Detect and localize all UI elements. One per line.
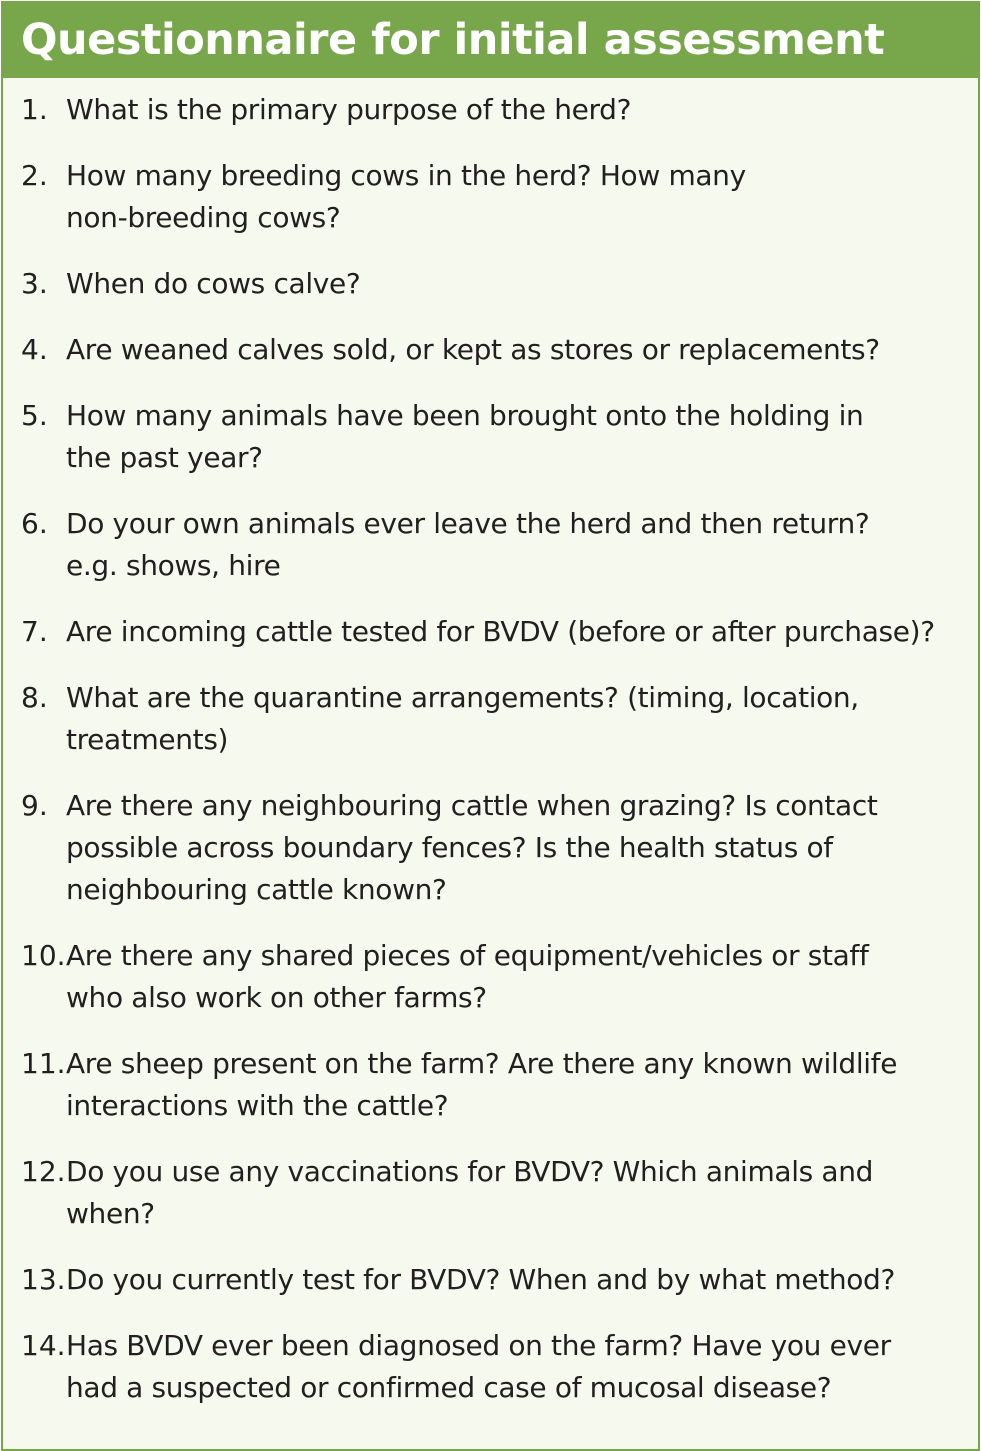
question-text xyxy=(66,155,956,239)
question-text xyxy=(66,935,956,1019)
question-text xyxy=(66,329,956,371)
question-number: 3. xyxy=(21,267,48,300)
question-text xyxy=(66,1151,956,1235)
question-text xyxy=(66,89,956,131)
question-number: 6. xyxy=(21,507,48,540)
question-text-line: Do you currently test for BVDV? When and by what method? xyxy=(66,1263,895,1296)
question-text-line: when? xyxy=(66,1197,155,1230)
question-number: 4. xyxy=(21,333,48,366)
question-text-line: who also work on other farms? xyxy=(66,981,487,1014)
question-text xyxy=(66,1259,956,1301)
question-number: 14. xyxy=(21,1329,66,1362)
question-text-line: Are incoming cattle tested for BVDV (before or after purchase)? xyxy=(66,615,935,648)
question-number: 1. xyxy=(21,93,48,126)
question-text-line: Are weaned calves sold, or kept as stores or replacements? xyxy=(66,333,880,366)
question-number: 8. xyxy=(21,681,48,714)
question-text-line: treatments) xyxy=(66,723,229,756)
question-text xyxy=(66,1325,956,1409)
question-text xyxy=(66,677,956,761)
question-text-line: Do your own animals ever leave the herd and then return? xyxy=(66,507,870,540)
question-text-line: e.g. shows, hire xyxy=(66,549,281,582)
question-number: 7. xyxy=(21,615,48,648)
question-number: 10. xyxy=(21,939,66,972)
question-text-line: Has BVDV ever been diagnosed on the farm? Have you ever xyxy=(66,1329,891,1362)
question-text xyxy=(66,785,956,911)
question-text xyxy=(66,503,956,587)
question-number: 9. xyxy=(21,789,48,822)
question-text-line: interactions with the cattle? xyxy=(66,1089,449,1122)
question-number: 13. xyxy=(21,1263,66,1296)
question-text-line: What are the quarantine arrangements? (timing, location, xyxy=(66,681,859,714)
question-text-line: How many breeding cows in the herd? How many xyxy=(66,159,746,192)
question-text xyxy=(66,395,956,479)
question-text-line: When do cows calve? xyxy=(66,267,361,300)
question-text-line: non-breeding cows? xyxy=(66,201,341,234)
question-number: 11. xyxy=(21,1047,66,1080)
question-text-line: Are there any neighbouring cattle when grazing? Is contact xyxy=(66,789,878,822)
page-title: Questionnaire for initial assessment xyxy=(3,3,978,78)
question-text-line: How many animals have been brought onto the holding in xyxy=(66,399,864,432)
question-text-line: What is the primary purpose of the herd? xyxy=(66,93,632,126)
question-text-line: Are there any shared pieces of equipment/vehicles or staff xyxy=(66,939,869,972)
questionnaire-panel xyxy=(1,1,980,1451)
question-text xyxy=(66,1043,956,1127)
question-text xyxy=(66,611,956,653)
question-text-line: had a suspected or confirmed case of mucosal disease? xyxy=(66,1371,832,1404)
question-text-line: Are sheep present on the farm? Are there any known wildlife xyxy=(66,1047,898,1080)
question-number: 12. xyxy=(21,1155,66,1188)
question-text-line: possible across boundary fences? Is the health status of xyxy=(66,831,833,864)
question-number: 2. xyxy=(21,159,48,192)
question-text-line: neighbouring cattle known? xyxy=(66,873,447,906)
question-text-line: the past year? xyxy=(66,441,263,474)
question-number: 5. xyxy=(21,399,48,432)
question-text-line: Do you use any vaccinations for BVDV? Which animals and xyxy=(66,1155,874,1188)
question-text xyxy=(66,263,956,305)
